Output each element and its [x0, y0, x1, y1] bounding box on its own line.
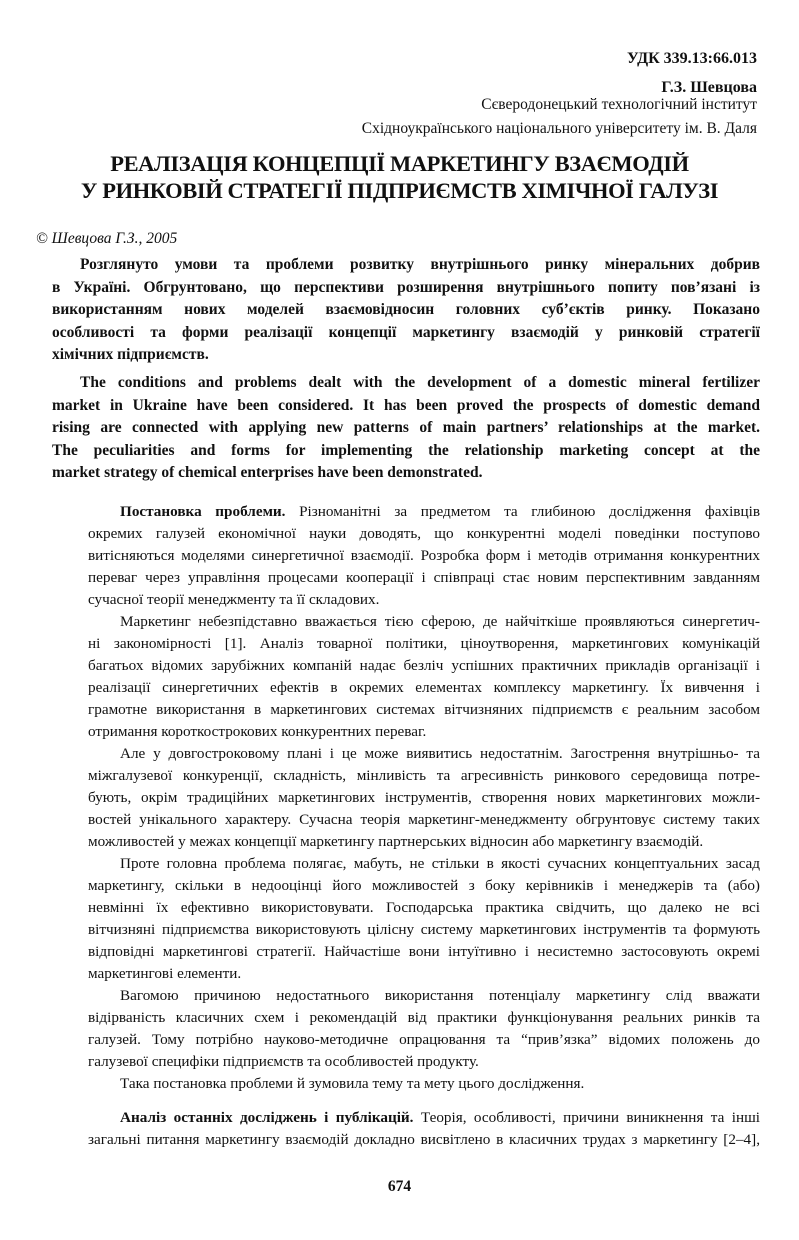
abstract-line: використанням нових моделей взаємовідносин головних суб’єктів ринку. Показано [52, 301, 760, 318]
text-line: Але у довгостроковому плані і це може виявитись недостатнім. Загострення внутрішньо- та [120, 745, 760, 762]
text-line: можливостей у межах концепції маркетингу партнерських відносин або маркетингу взаємодій. [88, 833, 704, 850]
text-line: витісняються моделями синергетичної взаємодії. Розробка форм і методів отримання конкурентних [88, 547, 760, 564]
text-line: переваг через управління процесами кооперації і співпраці стає новим перспективним завданням [88, 569, 760, 586]
text-line: багатьох відомих зарубіжних компаній надає безліч успішних практичних прикладів організації і [88, 657, 760, 674]
text-line: загальні питання маркетингу взаємодій докладно висвітлено в класичних трудах з маркетингу [2–4], [88, 1131, 760, 1148]
text-line: востей унікального характеру. Сучасна теорія маркетинг-менеджменту обгрунтовує систему таких [88, 811, 760, 828]
paragraph [88, 611, 760, 743]
article-title [0, 150, 799, 204]
text-line: маркетингові елементи. [88, 965, 242, 982]
paragraph [88, 743, 760, 853]
abstract-english [52, 372, 760, 485]
abstract-line: особливості та форми реалізації концепції маркетингу взаємодій у ринковій стратегії [52, 323, 760, 341]
text-line: вітчизняні підприємства використовують цілісну систему маркетингових інструментів та формують [88, 921, 760, 938]
udc-code: УДК 339.13:66.013 [626, 50, 757, 67]
text-line: відповідні маркетингові стратегії. Найчастіше вони інтуїтивно і несистемно застосовують окремі [88, 943, 760, 960]
text-line: реалізації синергетичних ефектів в окремих елементах комплексу маркетингу. Їх вивчення і [88, 679, 760, 696]
author-name: Г.З. Шевцова [661, 79, 757, 96]
text-line: маркетингу, скільки в недооцінці його можливостей з боку керівників і менеджерів та (або) [88, 877, 760, 894]
text-span: Різноманітні за предметом та глибиною дослідження фахівців [285, 503, 760, 520]
page-number: 674 [387, 1178, 412, 1195]
text-line: галузей. Тому потрібно науково-методичне опрацювання та “прив’язка” відомих положень до [88, 1031, 760, 1048]
abstract-line: в Україні. Обгрунтовано, що перспективи розширення внутрішнього попиту пов’язані із [52, 278, 760, 296]
paragraph [88, 985, 760, 1073]
paragraph [88, 1107, 760, 1151]
paragraph [88, 853, 760, 985]
title-line-2: У РИНКОВІЙ СТРАТЕГІЇ ПІДПРИЄМСТВ ХІМІЧНОЇ ГАЛУЗІ [80, 178, 719, 203]
text-line: бують, окрім традиційних маркетингових інструментів, створення нових маркетингових можли- [88, 789, 760, 806]
title-line-1: РЕАЛІЗАЦІЯ КОНЦЕПЦІЇ МАРКЕТИНГУ ВЗАЄМОДІЙ [110, 151, 689, 176]
text-span: Теорія, особливості, причини виникнення та інші [413, 1109, 761, 1126]
abstract-line: rising are connected with applying new patterns of main partners’ relationships at the market. [52, 419, 760, 436]
text-line: Маркетинг небезпідставно вважається тією сферою, де найчіткіше проявляються синергетич- [120, 613, 760, 630]
text-line: отримання короткострокових конкурентних переваг. [88, 723, 427, 740]
abstract-line: market in Ukraine have been considered. It has been proved the prospects of domestic demand [52, 396, 760, 414]
text-line: ні закономірності [1]. Аналіз товарної політики, ціноутворення, маркетингових комунікацій [88, 635, 760, 652]
abstract-line: Розглянуто умови та проблеми розвитку внутрішнього ринку мінеральних добрив [80, 256, 760, 273]
article-body [88, 501, 760, 1151]
affiliation-line-1: Сєверодонецький технологічний інститут [481, 96, 757, 113]
text-line: окремих галузей економічної науки доводять, що конкурентні моделі поведінки поступово [88, 525, 760, 542]
text-line: Вагомою причиною недостатнього використання потенціалу маркетингу слід вважати [120, 987, 760, 1004]
text-line: сучасної теорії менеджменту та її складових. [88, 591, 380, 608]
text-line [88, 1107, 760, 1129]
abstract-line: хімічних підприємств. [52, 346, 209, 363]
text-line: невмінні їх ефективно використовувати. Господарська практика свідчить, що далеко не всі [88, 899, 760, 916]
abstract-line: The peculiarities and forms for implementing the relationship marketing concept at the [52, 441, 760, 459]
text-line: міжгалузевої конкуренції, складність, мінливість та агресивність ринкового середовища потре- [88, 767, 760, 784]
text-line: Проте головна проблема полягає, мабуть, не стільки в якості сучасних концептуальних засад [120, 855, 760, 872]
paragraph-heading: Аналіз останніх досліджень і публікацій. [120, 1109, 414, 1126]
paragraph-heading: Постановка проблеми. [120, 503, 286, 520]
text-line: відірваність класичних схем і рекомендацій від практики функціонування реальних ринків та [88, 1009, 760, 1026]
copyright: © Шевцова Г.З., 2005 [36, 230, 178, 247]
abstract-line: market strategy of chemical enterprises have been demonstrated. [52, 464, 483, 481]
paragraph [88, 1073, 760, 1095]
abstract-ukrainian [52, 254, 760, 367]
text-line [88, 501, 760, 523]
text-line: грамотне використання в маркетингових системах вітчизняних підприємств є реальним засобом [88, 701, 760, 718]
affiliation-line-2: Східноукраїнського національного університету ім. В. Даля [361, 120, 757, 137]
abstract-line: The conditions and problems dealt with the development of a domestic mineral fertilizer [80, 374, 760, 391]
text-line: Така постановка проблеми й зумовила тему та мету цього дослідження. [120, 1075, 585, 1092]
paragraph [88, 501, 760, 611]
text-line: галузевої специфіки підприємств та особливостей продукту. [88, 1053, 479, 1070]
